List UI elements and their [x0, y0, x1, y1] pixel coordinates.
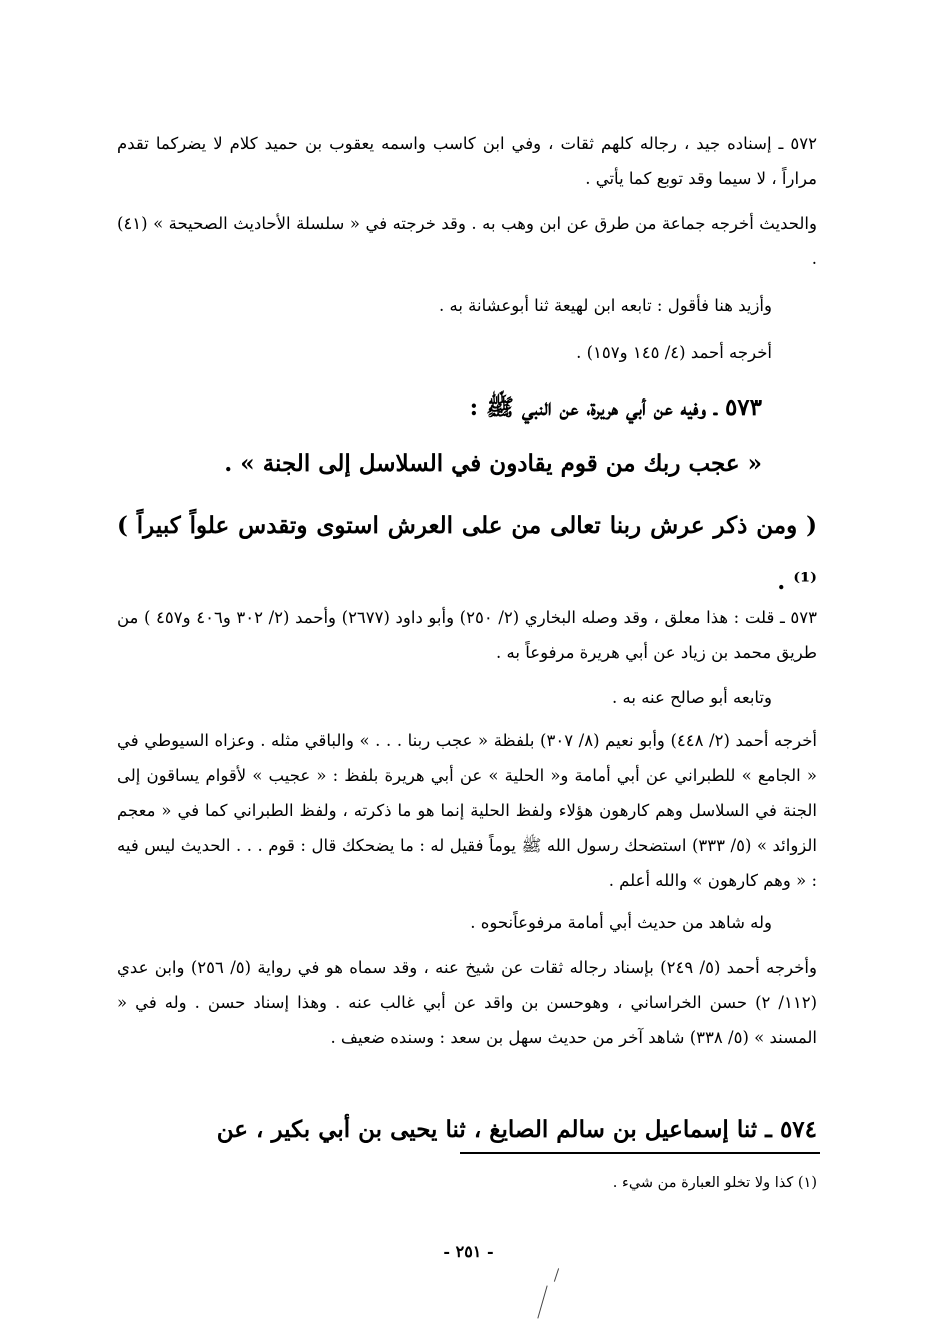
footnote-separator	[460, 1152, 820, 1154]
hadith-573-text: « عجب ربك من قوم يقادون في السلاسل إلى الجنة » .	[224, 450, 762, 477]
commentary-573-paragraph-2: وتابعه أبو صالح عنه به .	[612, 688, 772, 707]
commentary-572-paragraph-3: وأزيد هنا فأقول : تابعه ابن لهيعة ثنا أبوعشانة به .	[439, 296, 772, 315]
page-number: - ٢٥١ -	[443, 1242, 494, 1261]
scan-mark	[554, 1268, 559, 1282]
footnote-1: (١) كذا ولا تخلو العبارة من شيء .	[612, 1175, 817, 1191]
commentary-573-paragraph-1: ٥٧٣ ـ قلت : هذا معلق ، وقد وصله البخاري (٢/ ٢٥٠) وأبو داود (٢٦٧٧) وأحمد (٢/ ٣٠٢ و٤٠٦ و٤٥٧ ) من طريق محمد بن زياد عن أبي هريرة مرفوعاً به .	[117, 608, 818, 662]
commentary-573-paragraph-4: وله شاهد من حديث أبي أمامة مرفوعاًنحوه .	[470, 913, 772, 932]
hadith-573-heading: ٥٧٣ ـ وفيه عن أبي هريرة، عن النبي ﷺ :	[469, 394, 762, 421]
commentary-572-paragraph-2: والحديث أخرجه جماعة من طرق عن ابن وهب به . وقد خرجته في « سلسلة الأحاديث الصحيحة » (٤١) .	[117, 214, 817, 268]
chapter-title-arsh: ( ومن ذكر عرش ربنا تعالى من على العرش استوى وتقدس علواً كبيراً ) ⁽¹⁾ .	[117, 512, 818, 595]
commentary-573-paragraph-5: وأخرجه أحمد (٥/ ٢٤٩) بإسناد رجاله ثقات عن شيخ عنه ، وقد سماه هو في رواية (٥/ ٢٥٦) وابن عدي (١١٢/ ٢) حسن الخراساني ، وهوحسن بن واقد عن أبي غالب عنه . وهذا إسناد حسن . وله في « المسند » (٥/ ٣٣٨) شاهد آخر من حديث سهل بن سعد : وسنده ضعيف .	[117, 958, 817, 1047]
commentary-572-paragraph-1: ٥٧٢ ـ إسناده جيد ، رجاله كلهم ثقات ، وفي ابن كاسب واسمه يعقوب بن حميد كلام لا يضركما تقدم مراراً ، لا سيما وقد توبع كما يأتي .	[117, 134, 817, 188]
scan-mark	[537, 1286, 547, 1319]
commentary-572-paragraph-4: أخرجه أحمد (٤/ ١٤٥ و١٥٧) .	[576, 343, 772, 362]
commentary-573-paragraph-3: أخرجه أحمد (٢/ ٤٤٨) وأبو نعيم (٨/ ٣٠٧) بلفظة « عجب ربنا . . . » والباقي مثله . وعزاه السيوطي في « الجامع » للطبراني عن أبي أمامة و« الحلية » عن أبي هريرة بلفظ : « عجيب » لأقوام يساقون إلى الجنة في السلاسل وهم كارهون هؤلاء ولفظ الحلية إنما هو ما ذكرته ، ولفظ الطبراني كما في « معجم الزوائد » (٥/ ٣٣٣) استضحك رسول الله ﷺ يوماً فقيل له : ما يضحكك قال : قوم . . . الحديث ليس فيه : « وهم كارهون » والله أعلم .	[117, 731, 818, 890]
hadith-574-text: ٥٧٤ ـ ثنا إسماعيل بن سالم الصايغ ، ثنا يحيى بن أبي بكير ، عن	[216, 1116, 817, 1143]
